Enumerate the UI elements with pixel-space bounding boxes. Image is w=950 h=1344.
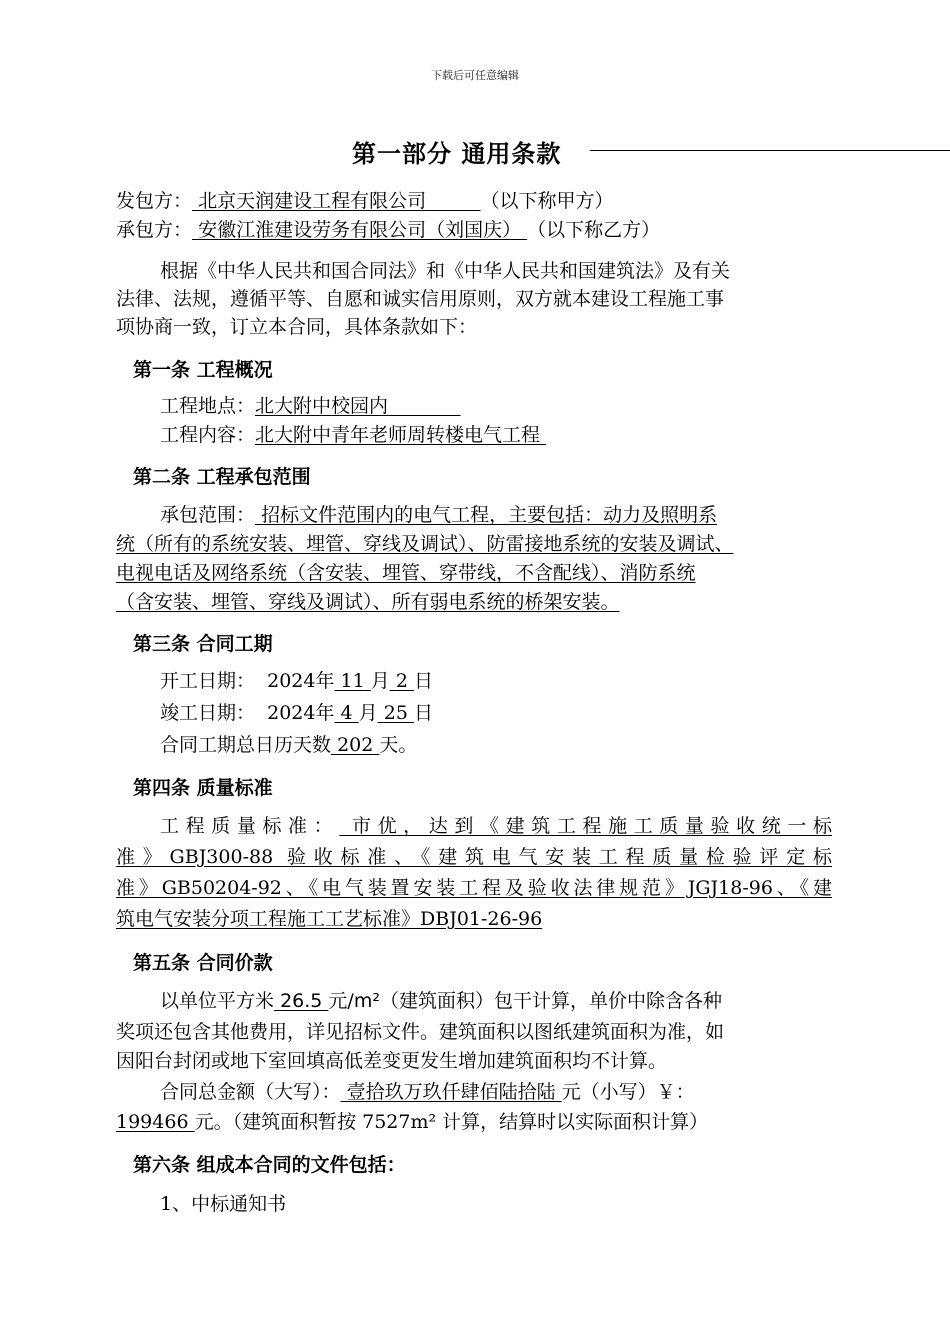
article-2-heading: 第二条 工程承包范围 <box>133 466 311 488</box>
contractor-name: 安徽江淮建设劳务有限公司（刘国庆） <box>198 219 522 241</box>
location-line: 工程地点：北大附中校园内 <box>160 392 461 420</box>
article-4-heading: 第四条 质量标准 <box>133 777 273 799</box>
start-month: 11 <box>340 670 365 692</box>
employer-name: 北京天润建设工程有限公司 <box>198 190 427 212</box>
price-line-3: 因阳台封闭或地下室回填高低差变更发生增加建筑面积均不计算。 <box>116 1050 668 1072</box>
total-days-line: 合同工期总日历天数 202 天。 <box>160 734 418 756</box>
contractor-line <box>116 216 660 244</box>
contractor-label: 承包方： <box>116 219 193 241</box>
total-number-line: 199466 元。（建筑面积暂按 7527m² 计算，结算时以实际面积计算） <box>116 1111 709 1133</box>
preamble-line-2: 法律、法规，遵循平等、自愿和诚实信用原则，双方就本建设工程施工事 <box>116 288 725 310</box>
total-days: 202 <box>337 734 374 756</box>
title-rule <box>590 150 950 151</box>
title-row <box>0 134 950 168</box>
article-5-heading: 第五条 合同价款 <box>133 952 273 974</box>
quality-line-4: 筑电气安装分项工程施工工艺标准》DBJ01-26-96 <box>116 908 543 930</box>
quality-line-2: 准》GBJ300-88 验收标准、《建筑电气安装工程质量检验评定标 <box>116 846 832 868</box>
preamble-line-3: 项协商一致，订立本合同，具体条款如下： <box>116 316 478 338</box>
scope-line-3: 电视电话及网络系统（含安装、埋管、穿带线，不含配线）、消防系统 <box>116 562 696 584</box>
end-month: 4 <box>340 702 353 724</box>
document-item-1: 1、中标通知书 <box>160 1193 287 1215</box>
scope-line-1: 承包范围： 招标文件范围内的电气工程，主要包括：动力及照明系 <box>160 504 718 526</box>
article-1-heading: 第一条 工程概况 <box>133 359 273 381</box>
quality-line-1: 工程质量标准： 市优，达到《建筑工程施工质量验收统一标 <box>160 815 832 837</box>
unit-price: 26.5 <box>280 990 323 1012</box>
end-day: 25 <box>383 702 408 724</box>
quality-value-1: 市优，达到《建筑工程施工质量验收统一标 <box>351 815 832 837</box>
start-year: 2024 <box>267 670 316 692</box>
price-line-2: 奖项还包含其他费用，详见招标文件。建筑面积以图纸建筑面积为准，如 <box>116 1021 725 1043</box>
price-line-1: 以单位平方米 26.5 元/m²（建筑面积）包干计算，单价中除含各种 <box>160 990 722 1012</box>
start-day: 2 <box>395 670 408 692</box>
page-header: 下载后可任意编辑 <box>431 69 519 82</box>
total-number: 199466 <box>116 1111 189 1133</box>
scope-value-1: 招标文件范围内的电气工程，主要包括：动力及照明系 <box>261 504 718 526</box>
scope-line-4: （含安装、埋管、穿线及调试）、所有弱电系统的桥架安装。 <box>116 591 620 613</box>
article-3-heading: 第三条 合同工期 <box>133 633 273 655</box>
employer-alias: （以下称甲方） <box>480 190 614 212</box>
scope-line-2: 统（所有的系统安装、埋管、穿线及调试）、防雷接地系统的安装及调试、 <box>116 533 734 555</box>
unit: 元/m² <box>328 990 380 1012</box>
end-date-line: 竣工日期： 2024年 4 月 25 日 <box>160 702 433 724</box>
start-date-line: 开工日期： 2024年 11 月 2 日 <box>160 670 433 692</box>
article-6-heading: 第六条 组成本合同的文件包括： <box>133 1154 406 1176</box>
preamble-line-1: 根据《中华人民共和国合同法》和《中华人民共和国建筑法》及有关 <box>160 260 731 282</box>
contractor-alias: （以下称乙方） <box>527 219 661 241</box>
total-amount-line: 合同总金额（大写）： 壹拾玖万玖仟肆佰陆拾陆 元（小写）￥： <box>160 1081 695 1103</box>
page-title: 第一部分 通用条款 <box>352 140 562 168</box>
end-year: 2024 <box>267 702 316 724</box>
location-value: 北大附中校园内 <box>255 395 389 417</box>
content-line: 工程内容：北大附中青年老师周转楼电气工程 <box>160 421 546 449</box>
quality-line-3: 准》GB50204-92、《电气装置安装工程及验收法律规范》JGJ18-96、《建 <box>116 877 832 899</box>
employer-label: 发包方： <box>116 190 193 212</box>
total-words: 壹拾玖万玖仟肆佰陆拾陆 <box>346 1081 556 1103</box>
employer-line <box>116 187 613 215</box>
content-value: 北大附中青年老师周转楼电气工程 <box>255 424 541 446</box>
